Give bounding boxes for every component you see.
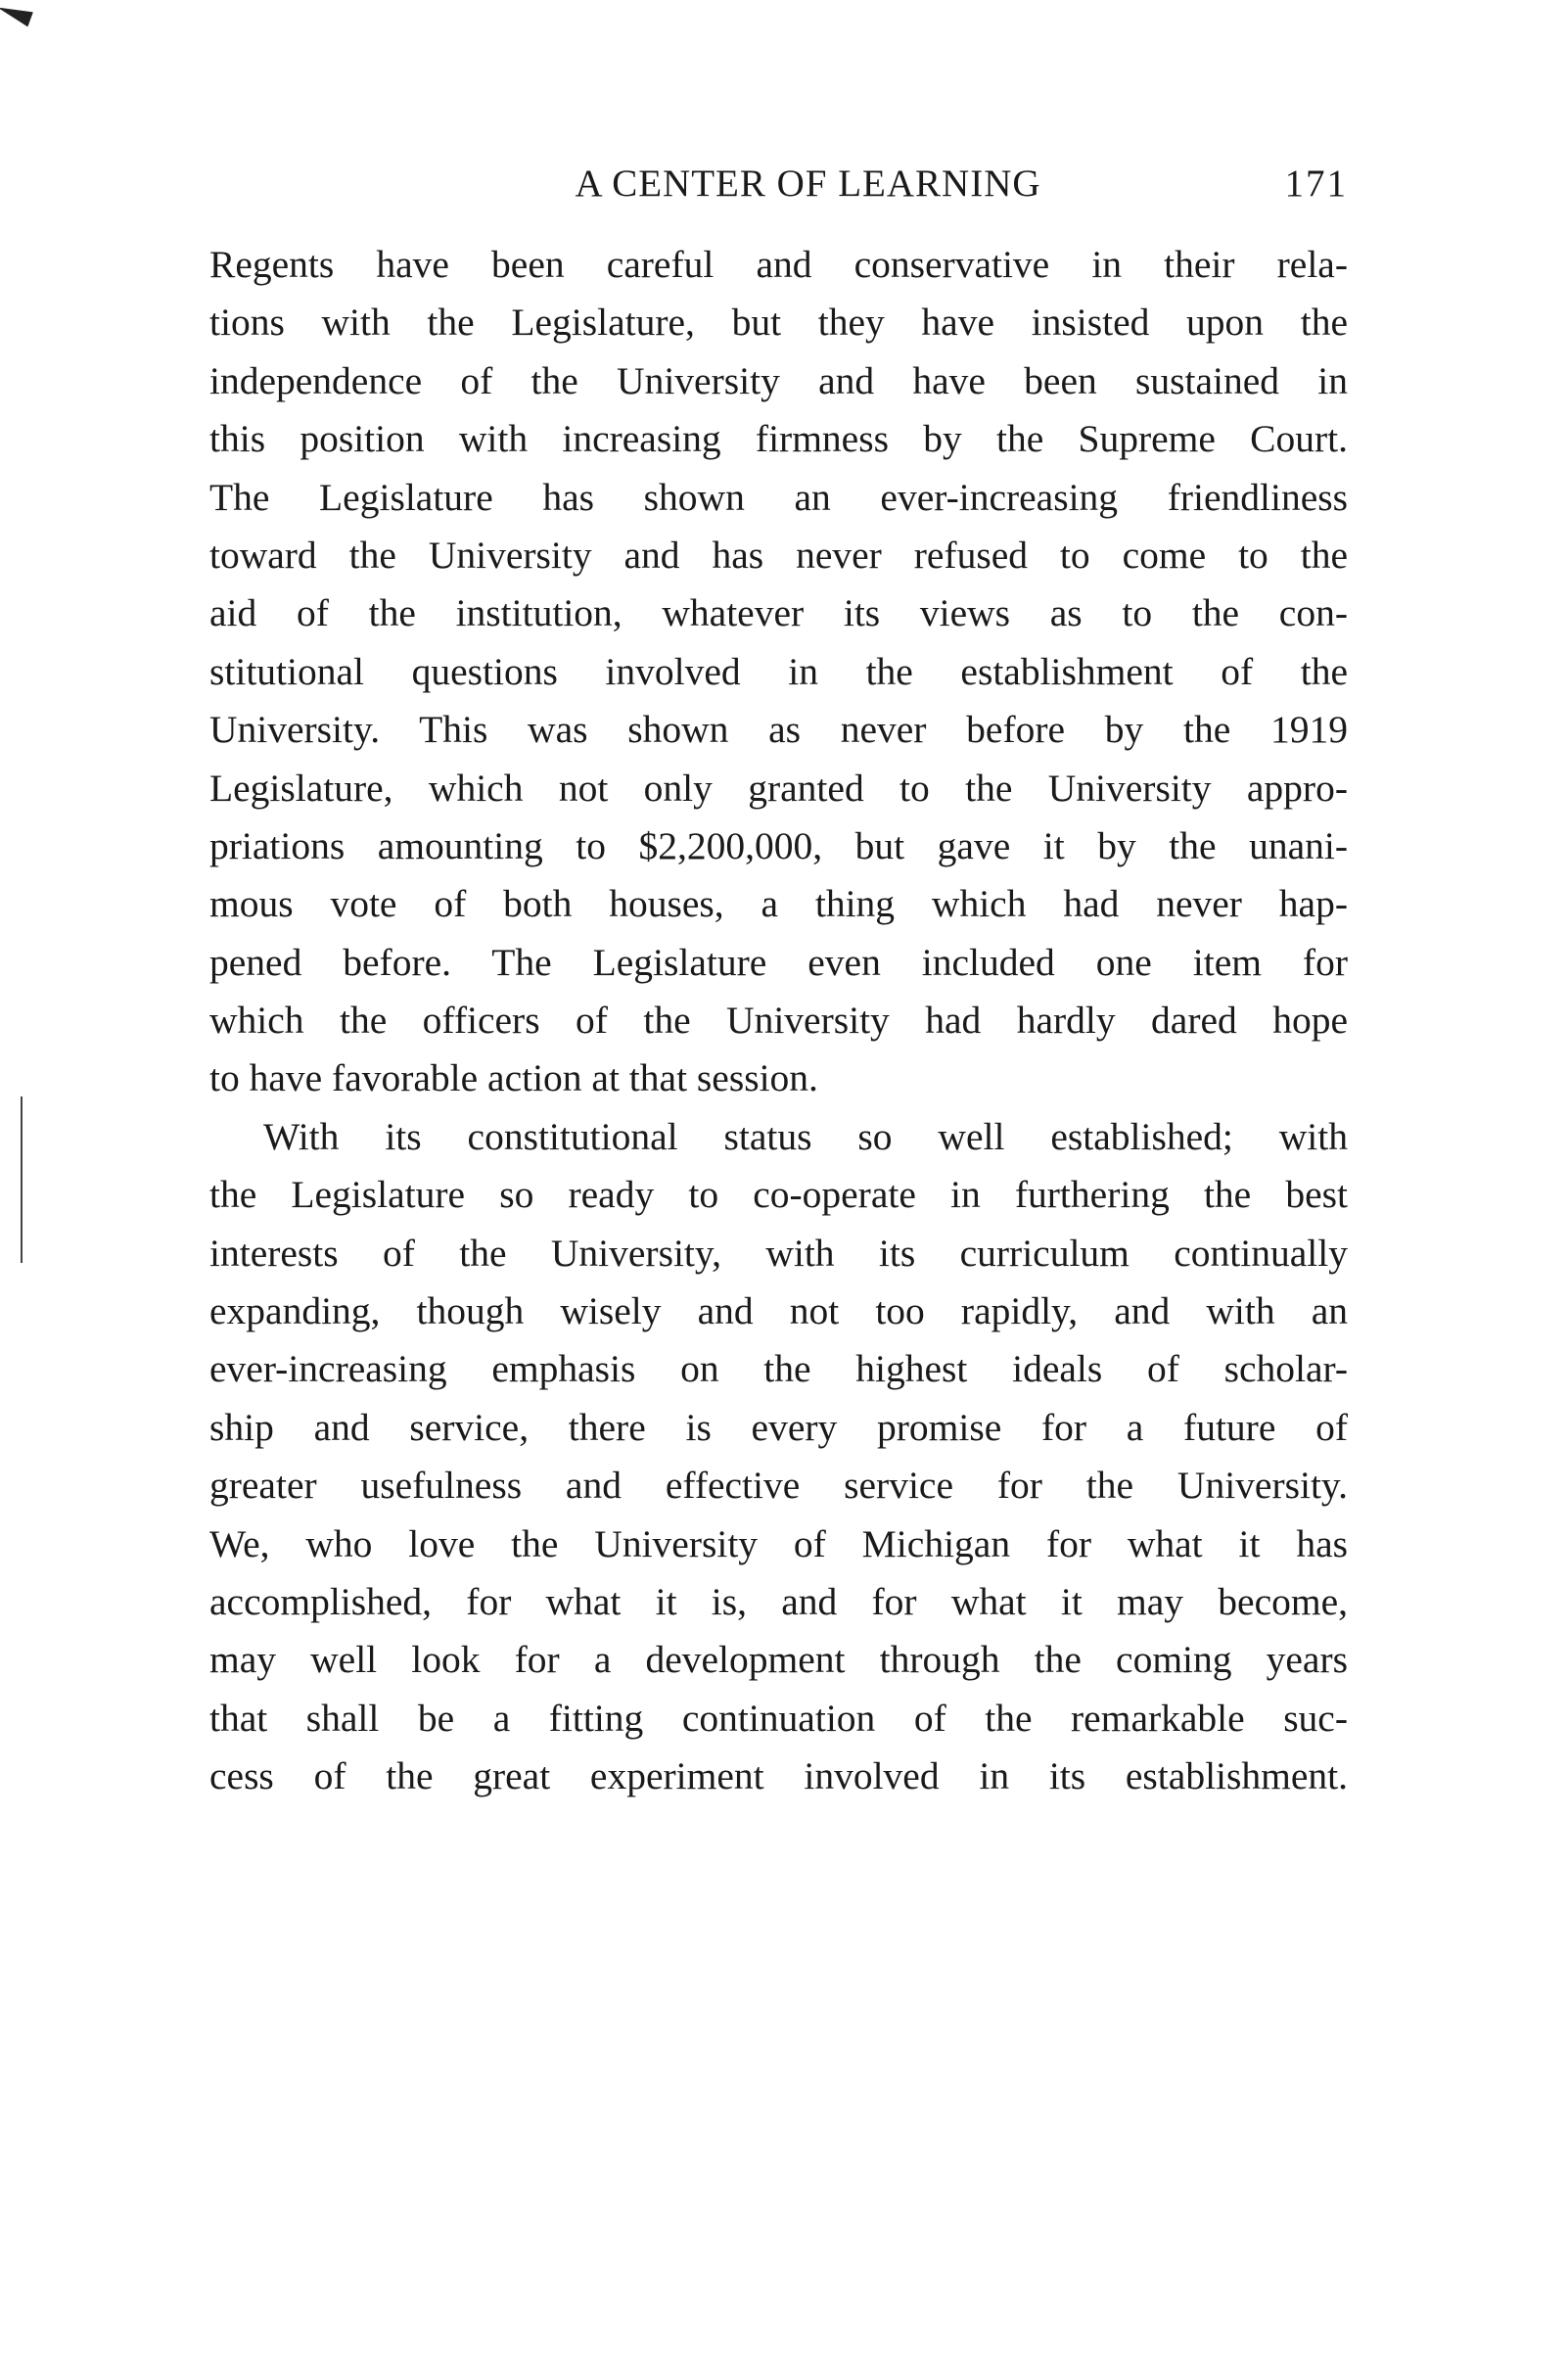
text-line: to have favorable action at that session. (209, 1056, 818, 1100)
text-line: Regents have been careful and conservative in their rela- (209, 243, 1348, 286)
text-line: With its constitutional status so well established; with (263, 1114, 1348, 1158)
text-line: the Legislature so ready to co-operate in furthering the best (209, 1173, 1348, 1217)
text-line: accomplished, for what it is, and for what it may become, (209, 1579, 1348, 1623)
scan-mark-arrow (0, 0, 33, 26)
text-line: greater usefulness and effective service for the University. (209, 1464, 1348, 1508)
text-line: ever-increasing emphasis on the highest ideals of scholar- (209, 1347, 1348, 1391)
text-line: independence of the University and have been sustained in (209, 358, 1348, 402)
text-line: interests of the University, with its curriculum continually (209, 1231, 1348, 1275)
text-line: which the officers of the University had hardly dared hope (209, 999, 1348, 1043)
text-line: University. This was shown as never before by the 1919 (209, 708, 1348, 752)
paragraph (209, 1108, 1348, 1806)
body-text (209, 236, 1348, 1806)
text-line: pened before. The Legislature even included one item for (209, 940, 1348, 984)
text-line: priations amounting to $2,200,000, but gave it by the unani- (209, 823, 1348, 867)
text-line: stitutional questions involved in the establishment of the (209, 649, 1348, 693)
text-line: this position with increasing firmness by the Supreme Court. (209, 417, 1348, 461)
text-line: tions with the Legislature, but they have insisted upon the (209, 301, 1348, 345)
scan-mark-line (21, 1096, 23, 1263)
paragraph (209, 236, 1348, 1108)
page-number: 171 (1284, 163, 1348, 205)
text-line: may well look for a development through the coming years (209, 1638, 1348, 1682)
text-line: We, who love the University of Michigan for what it has (209, 1521, 1348, 1565)
text-line: aid of the institution, whatever its views as to the con- (209, 591, 1348, 635)
text-line: Legislature, which not only granted to the University appro- (209, 766, 1348, 810)
text-line: The Legislature has shown an ever-increasing friendliness (209, 475, 1348, 519)
text-line: ship and service, there is every promise for a future of (209, 1405, 1348, 1449)
running-head: A CENTER OF LEARNING (575, 163, 1041, 205)
text-line: mous vote of both houses, a thing which had never hap- (209, 882, 1348, 926)
text-line: cess of the great experiment involved in its establishment. (209, 1754, 1348, 1798)
page-header (209, 162, 1348, 210)
text-line: toward the University and has never refused to come to the (209, 533, 1348, 577)
text-line: expanding, though wisely and not too rapidly, and with an (209, 1289, 1348, 1333)
text-line: that shall be a fitting continuation of the remarkable suc- (209, 1696, 1348, 1740)
